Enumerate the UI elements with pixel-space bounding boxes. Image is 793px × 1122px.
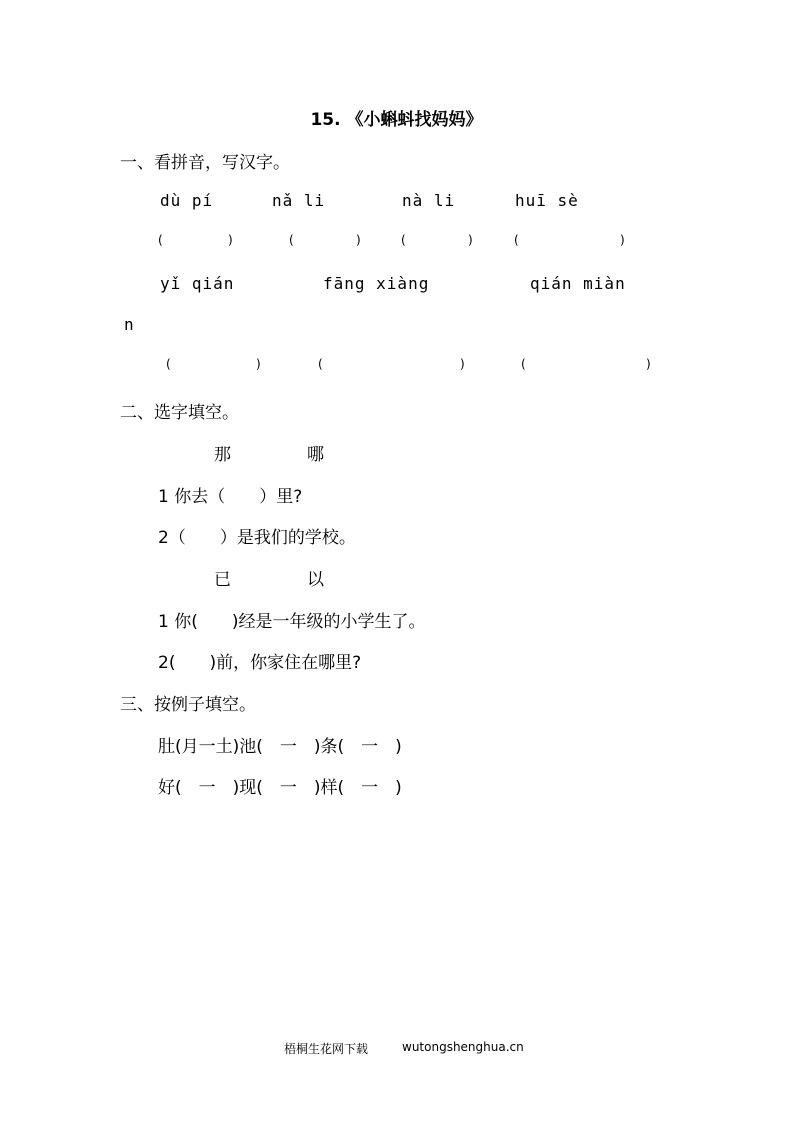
- answer-bracket-open: (: [289, 233, 294, 247]
- example-line: 好( 一 )现( 一 )样( 一 ): [158, 778, 402, 798]
- answer-bracket-open: (: [401, 233, 406, 247]
- answer-bracket-open: (: [521, 357, 526, 371]
- answer-bracket-open: (: [514, 233, 519, 247]
- answer-bracket-close: ): [646, 357, 651, 371]
- pinyin-item: huī sè: [515, 191, 579, 210]
- pinyin-wrap: n: [124, 315, 135, 334]
- question-line: 2（ ）是我们的学校。: [158, 528, 356, 548]
- answer-bracket-close: ): [468, 233, 473, 247]
- pinyin-item: yǐ qián: [160, 274, 235, 293]
- choice-char: 以: [307, 570, 324, 590]
- question-line: 1 你( )经是一年级的小学生了。: [158, 612, 426, 632]
- choice-char: 哪: [307, 445, 324, 465]
- section-3-heading: 三、按例子填空。: [120, 695, 256, 715]
- pinyin-item: dù pí: [160, 191, 214, 210]
- pinyin-item: qián miàn: [530, 274, 626, 293]
- answer-bracket-open: (: [318, 357, 323, 371]
- answer-bracket-close: ): [256, 357, 261, 371]
- pinyin-item: nǎ li: [272, 191, 326, 210]
- choice-char: 那: [214, 445, 231, 465]
- answer-bracket-open: (: [158, 233, 163, 247]
- pinyin-item: nà li: [402, 191, 456, 210]
- pinyin-item: fāng xiàng: [323, 274, 430, 293]
- question-line: 1 你去（ ）里?: [158, 487, 303, 507]
- question-line: 2( )前，你家住在哪里?: [158, 653, 362, 673]
- answer-bracket-close: ): [356, 233, 361, 247]
- section-2-heading: 二、选字填空。: [120, 403, 239, 423]
- footer-site-name: 梧桐生花网下载: [284, 1042, 369, 1056]
- answer-bracket-open: (: [166, 357, 171, 371]
- answer-bracket-close: ): [228, 233, 233, 247]
- answer-bracket-close: ): [460, 357, 465, 371]
- example-line: 肚(月一土)池( 一 )条( 一 ): [158, 737, 402, 757]
- footer-url: wutongshenghua.cn: [402, 1040, 524, 1054]
- answer-bracket-close: ): [620, 233, 625, 247]
- section-1-heading: 一、看拼音，写汉字。: [120, 153, 290, 173]
- choice-char: 已: [214, 570, 231, 590]
- page-title: 15. 《小蝌蚪找妈妈》: [310, 110, 483, 130]
